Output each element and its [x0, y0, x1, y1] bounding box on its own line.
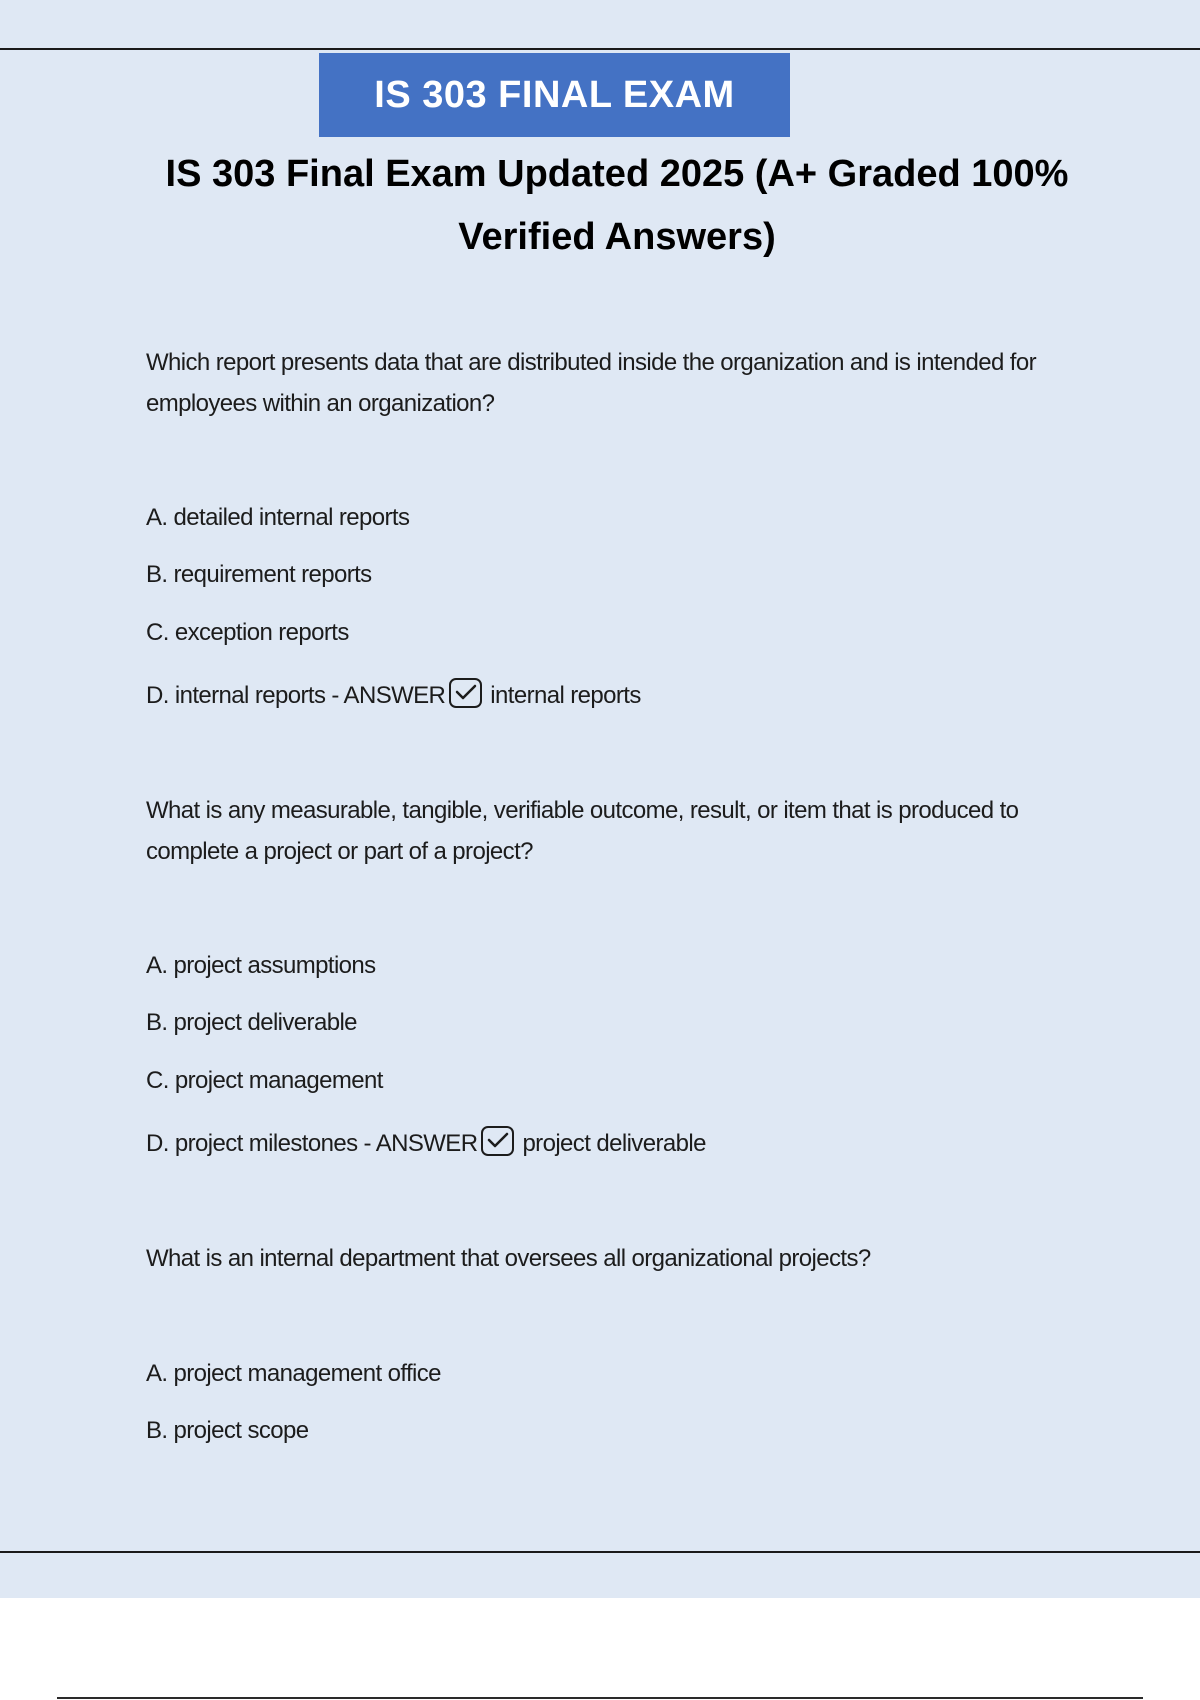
question-1-option-a: A. detailed internal reports: [146, 504, 410, 531]
page-footer-rule: [57, 1697, 1143, 1699]
question-2-option-d-label: D. project milestones - ANSWER: [146, 1130, 478, 1157]
question-3-text: What is an internal department that oversees all organizational projects?: [146, 1245, 871, 1272]
question-2-option-b: B. project deliverable: [146, 1009, 357, 1036]
question-2-option-d: [146, 1126, 706, 1160]
question-1-option-b: B. requirement reports: [146, 561, 372, 588]
question-3-option-b: B. project scope: [146, 1417, 309, 1444]
document-title: IS 303 Final Exam Updated 2025 (A+ Graded 100% Verified Answers): [165, 153, 1069, 258]
question-2-option-c: C. project management: [146, 1067, 383, 1094]
question-2-text: What is any measurable, tangible, verifiable outcome, result, or item that is produced to complete a project or part of a project?: [146, 797, 1019, 865]
checkbox-checked-icon: [449, 678, 482, 708]
question-3-option-a: A. project management office: [146, 1360, 441, 1387]
question-1-answer: internal reports: [490, 682, 641, 709]
checkbox-checked-icon: [481, 1126, 514, 1156]
question-1-option-c: C. exception reports: [146, 619, 349, 646]
header-rule: [0, 48, 1200, 50]
question-1-option-d: [146, 678, 641, 712]
exam-banner: IS 303 FINAL EXAM: [319, 53, 790, 137]
question-1-text: Which report presents data that are distributed inside the organization and is intended for employees within an organization?: [146, 349, 1036, 417]
question-2-answer: project deliverable: [522, 1130, 706, 1157]
footer-rule-top: [0, 1551, 1200, 1553]
question-1-option-d-label: D. internal reports - ANSWER: [146, 682, 446, 709]
question-2-option-a: A. project assumptions: [146, 952, 376, 979]
